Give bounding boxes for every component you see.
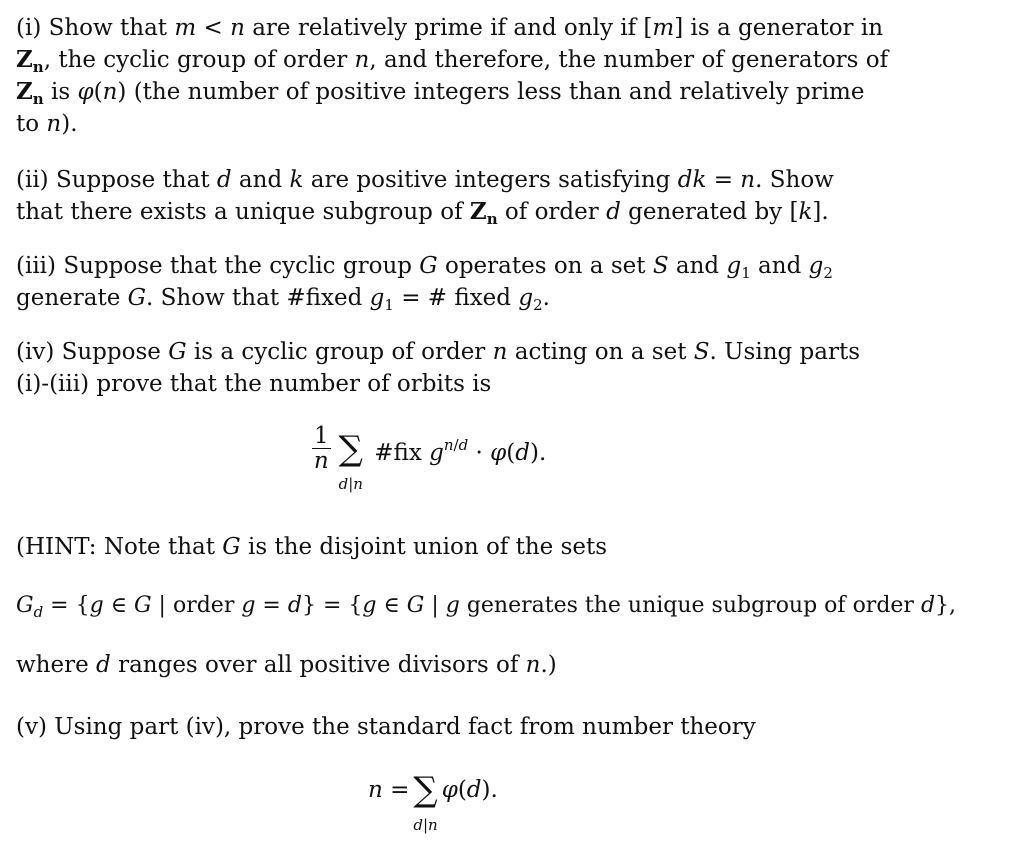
part-iv-line-2: (i)-(iii) prove that the number of orbits is xyxy=(16,371,492,397)
sum-over-divisors: ∑ d|n xyxy=(338,428,363,493)
hint-divisors xyxy=(16,649,1016,681)
part-v-line-1: (v) Using part (iv), prove the standard fact from number theory xyxy=(16,714,756,740)
sum-over-divisors-v: ∑ d|n xyxy=(413,770,438,834)
part-i-line-1: (i) Show that m < n are relatively prime if and only if [m] is a generator in xyxy=(16,15,884,41)
hint-line-1: (HINT: Note that G is the disjoint union of the sets xyxy=(16,534,608,560)
part-v xyxy=(16,711,1016,743)
part-i-line-4: to n). xyxy=(16,111,78,137)
part-i-line-3: $Z_n$ is φ(n) (the number of positive integers less than and relatively prime xyxy=(16,78,865,108)
part-i xyxy=(16,12,1016,140)
hint-line-2: $G_d = \{g$ ∈ G | order g = d} = {g ∈ G | g generates the unique subgroup of order d}, xyxy=(16,593,957,621)
part-ii-line-2: that there exists a unique subgroup of $Z_n$ of order d generated by [k]. xyxy=(16,198,829,228)
part-i-line-2: $Z_n$, the cyclic group of order n, and therefore, the number of generators of xyxy=(16,46,889,76)
part-iii-line-2: generate G. Show that #fixed $g_1$ = # fixed $g_2$. xyxy=(16,285,550,314)
hint xyxy=(16,531,1016,563)
part-ii-line-1: (ii) Suppose that d and k are positive integers satisfying dk = n. Show xyxy=(16,167,834,193)
orbit-count-formula: $\frac{1}{n}$ ∑ d|n #fix $g^{n/d} \cdot \varphi(d)$. xyxy=(313,423,547,493)
part-iv-line-1: (iv) Suppose G is a cyclic group of order n acting on a set S. Using parts xyxy=(16,339,861,365)
hint-set-definition xyxy=(16,590,1016,622)
part-iii xyxy=(16,250,1016,314)
totient-sum-formula: n = ∑ d|n φ(d). xyxy=(368,770,498,834)
hint-line-3: where d ranges over all positive divisors of n.) xyxy=(16,652,557,678)
part-ii xyxy=(16,164,1016,228)
part-iii-line-1: (iii) Suppose that the cyclic group G operates on a set S and $g_1$ and $g_2$ xyxy=(16,253,833,282)
part-iv xyxy=(16,336,1016,400)
fraction-one-over-n: $\frac{1}{n}$ xyxy=(313,423,329,474)
